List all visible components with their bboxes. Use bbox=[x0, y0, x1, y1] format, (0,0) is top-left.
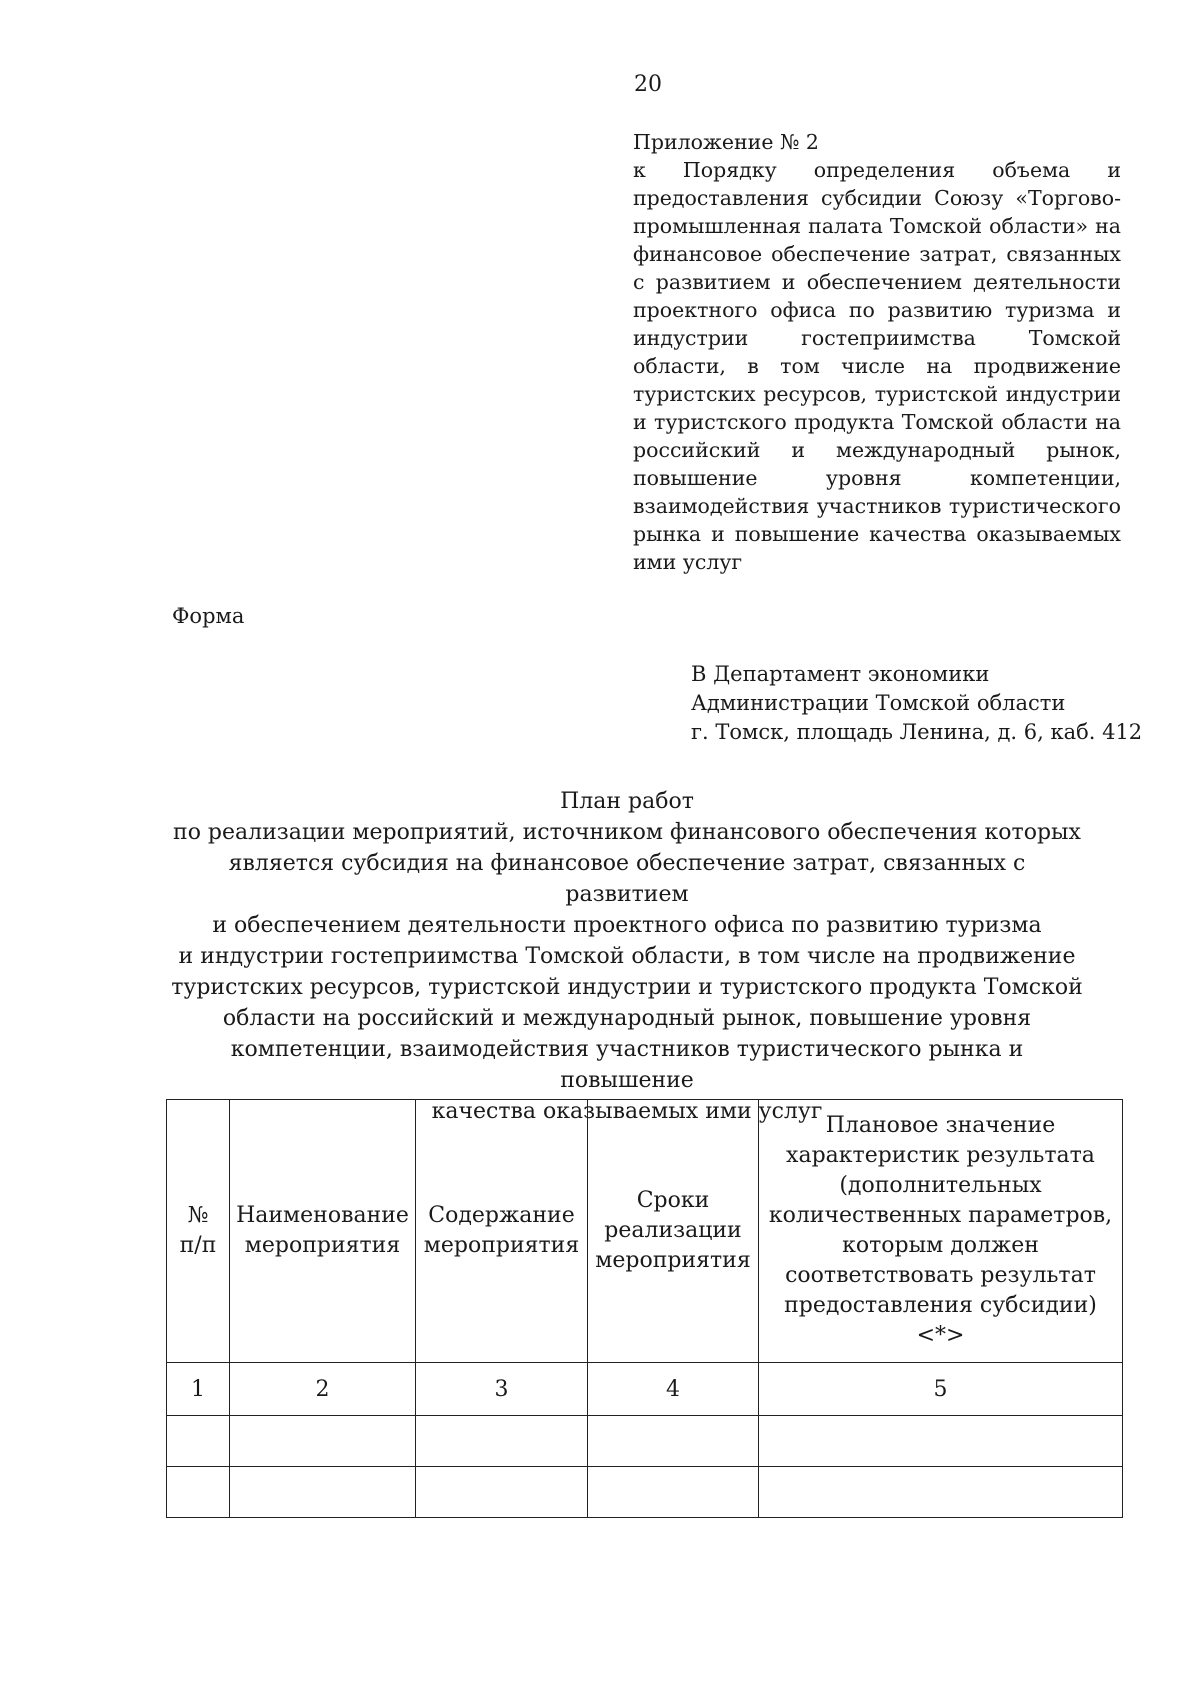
plan-table bbox=[166, 1099, 1123, 1518]
header-planned-value: Плановое значение характеристик результата (дополнительных количественных параметров, которым должен соответствовать результат предоставления субсидии) <*> bbox=[759, 1100, 1123, 1363]
header-event-content: Содержание мероприятия bbox=[416, 1100, 588, 1363]
column-number: 1 bbox=[167, 1363, 230, 1416]
table-cell[interactable] bbox=[416, 1416, 588, 1467]
form-label: Форма bbox=[172, 604, 245, 628]
title-line: компетенции, взаимодействия участников туристического рынка и повышение bbox=[230, 1037, 1024, 1093]
title-line: области на российский и международный рынок, повышение уровня bbox=[222, 1006, 1032, 1031]
title-line: является субсидия на финансовое обеспечение затрат, связанных с развитием bbox=[228, 851, 1026, 907]
column-number-row bbox=[167, 1363, 1123, 1416]
addressee-block bbox=[691, 660, 1142, 747]
header-deadlines: Сроки реализации мероприятия bbox=[588, 1100, 759, 1363]
table-cell[interactable] bbox=[230, 1416, 416, 1467]
header-event-name: Наименование мероприятия bbox=[230, 1100, 416, 1363]
appendix-heading: Приложение № 2 bbox=[633, 130, 819, 154]
title-line: и индустрии гостеприимства Томской области, в том числе на продвижение bbox=[178, 944, 1076, 969]
table-cell[interactable] bbox=[167, 1416, 230, 1467]
title-line: и обеспечением деятельности проектного офиса по развитию туризма bbox=[212, 913, 1042, 938]
title-line: по реализации мероприятий, источником финансового обеспечения которых bbox=[173, 820, 1081, 845]
table-cell[interactable] bbox=[230, 1467, 416, 1518]
document-title bbox=[170, 786, 1084, 1127]
addressee-line: Администрации Томской области bbox=[691, 691, 1066, 715]
table-row bbox=[167, 1416, 1123, 1467]
title-line: туристских ресурсов, туристской индустрии и туристского продукта Томской bbox=[171, 975, 1083, 1000]
page-number: 20 bbox=[634, 72, 662, 97]
table-cell[interactable] bbox=[759, 1416, 1123, 1467]
table-cell[interactable] bbox=[588, 1416, 759, 1467]
addressee-line: г. Томск, площадь Ленина, д. 6, каб. 412 bbox=[691, 720, 1143, 744]
table-cell[interactable] bbox=[416, 1467, 588, 1518]
table-cell[interactable] bbox=[588, 1467, 759, 1518]
title-main: План работ bbox=[560, 789, 694, 814]
header-number: № п/п bbox=[167, 1100, 230, 1363]
table-header-row bbox=[167, 1100, 1123, 1363]
table-cell[interactable] bbox=[167, 1467, 230, 1518]
appendix-text: к Порядку определения объема и предоставления субсидии Союзу «Торгово-промышленная палата Томской области» на финансовое обеспечение затрат, связанных с развитием и обеспечением деятельности проектного офиса по развитию туризма и индустрии гостеприимства Томской области, в том числе на продвижение туристских ресурсов, туристской индустрии и туристского продукта Томской области на российский и международный рынок, повышение уровня компетенции, взаимодействия участников туристического рынка и повышение качества оказываемых ими услуг bbox=[633, 158, 1121, 574]
column-number: 3 bbox=[416, 1363, 588, 1416]
table-cell[interactable] bbox=[759, 1467, 1123, 1518]
column-number: 4 bbox=[588, 1363, 759, 1416]
addressee-line: В Департамент экономики bbox=[691, 662, 990, 686]
column-number: 5 bbox=[759, 1363, 1123, 1416]
column-number: 2 bbox=[230, 1363, 416, 1416]
table-row bbox=[167, 1467, 1123, 1518]
appendix-block bbox=[633, 128, 1121, 576]
title-line: качества оказываемых ими услуг bbox=[431, 1099, 823, 1124]
